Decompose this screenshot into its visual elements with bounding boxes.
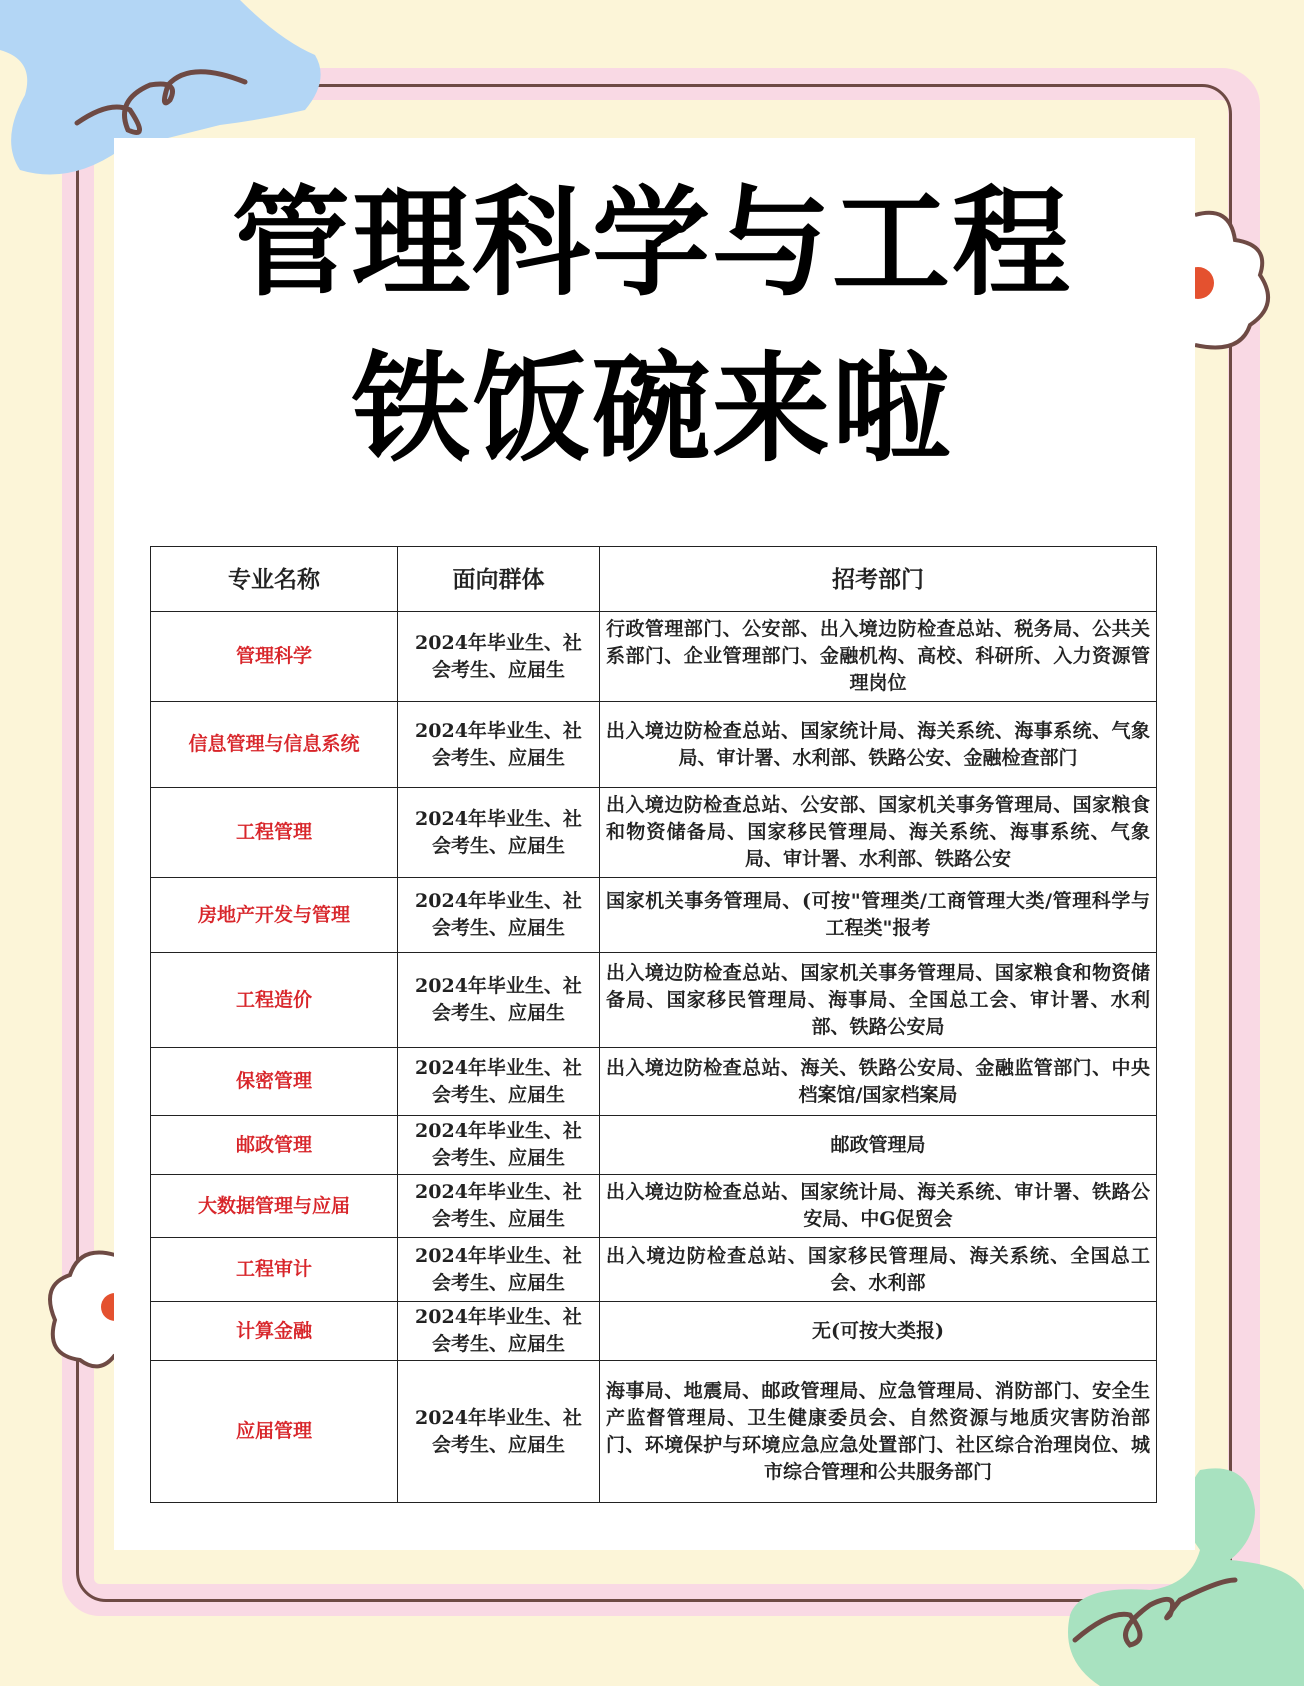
depts-cell: 海事局、地震局、邮政管理局、应急管理局、消防部门、安全生产监督管理局、卫生健康委员会、自然资源与地质灾害防治部门、环境保护与环境应急应急处置部门、社区综合治理岗位、城市综合管理和公共服务部门 [600, 1361, 1157, 1503]
major-cell: 工程管理 [151, 788, 398, 878]
table-row [151, 1116, 1157, 1175]
depts-cell: 国家机关事务管理局、(可按"管理类/工商管理大类/管理科学与工程类"报考 [600, 878, 1157, 953]
table-row [151, 1361, 1157, 1503]
table-header-row [151, 547, 1157, 612]
major-cell: 管理科学 [151, 612, 398, 702]
table-row [151, 1238, 1157, 1302]
depts-cell: 无(可按大类报) [600, 1302, 1157, 1361]
group-cell: 2024年毕业生、社会考生、应届生 [398, 878, 600, 953]
major-cell: 计算金融 [151, 1302, 398, 1361]
table-row [151, 702, 1157, 788]
group-cell: 2024年毕业生、社会考生、应届生 [398, 1361, 600, 1503]
major-cell: 信息管理与信息系统 [151, 702, 398, 788]
group-cell: 2024年毕业生、社会考生、应届生 [398, 1302, 600, 1361]
group-cell: 2024年毕业生、社会考生、应届生 [398, 953, 600, 1048]
group-cell: 2024年毕业生、社会考生、应届生 [398, 1175, 600, 1238]
major-cell: 房地产开发与管理 [151, 878, 398, 953]
major-cell: 工程造价 [151, 953, 398, 1048]
major-cell: 邮政管理 [151, 1116, 398, 1175]
major-cell: 工程审计 [151, 1238, 398, 1302]
table-row [151, 612, 1157, 702]
page-title-line2: 铁饭碗来啦 [351, 340, 952, 478]
table-row [151, 1175, 1157, 1238]
major-cell: 大数据管理与应届 [151, 1175, 398, 1238]
header-major: 专业名称 [151, 547, 398, 612]
depts-cell: 出入境边防检查总站、国家移民管理局、海关系统、全国总工会、水利部 [600, 1238, 1157, 1302]
header-group: 面向群体 [398, 547, 600, 612]
group-cell: 2024年毕业生、社会考生、应届生 [398, 1238, 600, 1302]
depts-cell: 出入境边防检查总站、国家统计局、海关系统、审计署、铁路公安局、中G促贸会 [600, 1175, 1157, 1238]
table-row [151, 953, 1157, 1048]
depts-cell: 邮政管理局 [600, 1116, 1157, 1175]
group-cell: 2024年毕业生、社会考生、应届生 [398, 612, 600, 702]
group-cell: 2024年毕业生、社会考生、应届生 [398, 1048, 600, 1116]
major-cell: 应届管理 [151, 1361, 398, 1503]
depts-cell: 出入境边防检查总站、公安部、国家机关事务管理局、国家粮食和物资储备局、国家移民管理局、海关系统、海事系统、气象局、审计署、水利部、铁路公安 [600, 788, 1157, 878]
depts-cell: 出入境边防检查总站、国家机关事务管理局、国家粮食和物资储备局、国家移民管理局、海事局、全国总工会、审计署、水利部、铁路公安局 [600, 953, 1157, 1048]
flower-left-icon [40, 1245, 120, 1375]
depts-cell: 出入境边防检查总站、海关、铁路公安局、金融监管部门、中央档案馆/国家档案局 [600, 1048, 1157, 1116]
group-cell: 2024年毕业生、社会考生、应届生 [398, 788, 600, 878]
recruitment-table [150, 546, 1157, 1503]
page-title-line1: 管理科学与工程 [231, 174, 1072, 312]
table-row [151, 878, 1157, 953]
group-cell: 2024年毕业生、社会考生、应届生 [398, 702, 600, 788]
header-depts: 招考部门 [600, 547, 1157, 612]
major-cell: 保密管理 [151, 1048, 398, 1116]
depts-cell: 出入境边防检查总站、国家统计局、海关系统、海事系统、气象局、审计署、水利部、铁路公安、金融检查部门 [600, 702, 1157, 788]
table-row [151, 1302, 1157, 1361]
group-cell: 2024年毕业生、社会考生、应届生 [398, 1116, 600, 1175]
table-row [151, 788, 1157, 878]
depts-cell: 行政管理部门、公安部、出入境边防检查总站、税务局、公共关系部门、企业管理部门、金融机构、高校、科研所、入力资源管理岗位 [600, 612, 1157, 702]
table-row [151, 1048, 1157, 1116]
